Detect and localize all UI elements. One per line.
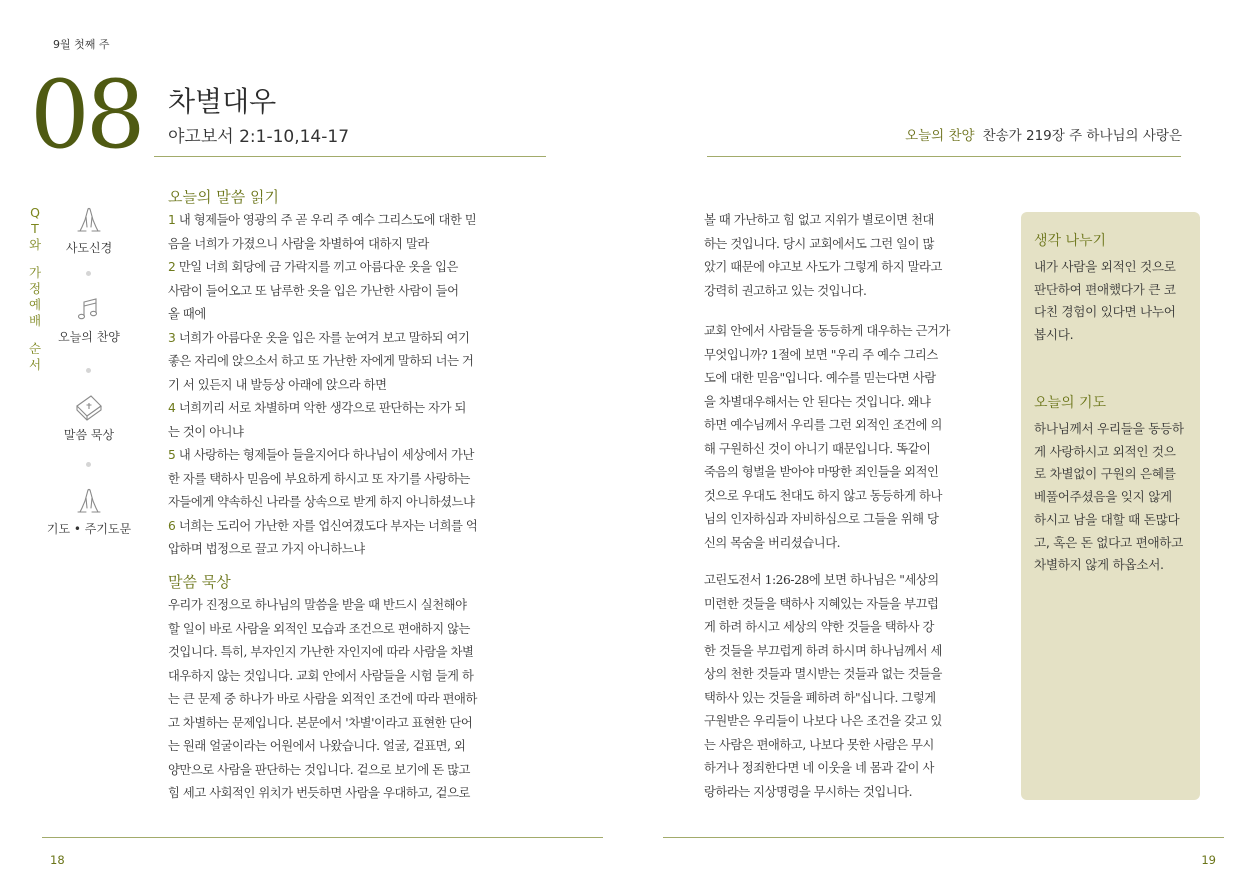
order-label-creed: 사도신경 xyxy=(65,241,113,255)
verse-line: 는 것이 아니냐 xyxy=(168,424,244,439)
verse-line: 1 내 형제들아 영광의 주 곧 우리 주 예수 그리스도에 대한 믿 xyxy=(168,213,477,227)
verse-line: 5 내 사랑하는 형제들아 들을지어다 하나님이 세상에서 가난 xyxy=(168,448,474,462)
meditation-text-right-p3: 고린도전서 1:26-28에 보면 하나님은 "세상의 미련한 것들을 택하사 지혜있는 자들을 부끄럽 게 하려 하시고 세상의 약한 것들을 택하사 강 한 것들을 부끄럽게 하려 하시며 하나님께서 세 상의 천한 것들과 멸시받는 것들과 없는 것들을 택하사 있는 것들을 폐하려 하"십니다. 그렇게 구원받은 우리들이 나보다 나은 조건을 갖고 있 는 사람은 편애하고, 나보다 못한 사람은 무시 하거나 정죄한다면 네 이웃을 네 몸과 같이 사 랑하라는 지상명령을 무시하는 것입니다. xyxy=(704,573,942,799)
verse-line: 자들에게 약속하신 나라를 상속으로 받게 하지 아니하셨느냐 xyxy=(168,495,475,509)
order-item-meditation xyxy=(44,392,134,443)
verse-line: 좋은 자리에 앉으소서 하고 또 가난한 자에게 말하되 너는 거 xyxy=(168,354,474,368)
week-label: 9월 첫째 주 xyxy=(53,38,110,51)
praying-hands-icon xyxy=(74,486,104,516)
music-note-icon xyxy=(74,296,104,324)
verse-line: 2 만일 너희 회당에 금 가락지를 끼고 아름다운 옷을 입은 xyxy=(168,260,458,274)
verse-line: 4 너희끼리 서로 차별하며 악한 생각으로 판단하는 자가 되 xyxy=(168,401,466,415)
prayer-heading: 오늘의 기도 xyxy=(1034,395,1107,411)
verse-line: 사람이 들어오고 또 남루한 옷을 입은 가난한 사람이 들어 xyxy=(168,283,459,298)
meditation-heading: 말씀 묵상 xyxy=(168,573,231,591)
order-separator xyxy=(86,462,91,467)
meditation-text-right-p1: 볼 때 가난하고 힘 없고 지위가 별로이면 천대 하는 것입니다. 당시 교회에서도 그런 일이 많 았기 때문에 야고보 사도가 그렇게 하지 말라고 강력히 권고하고 있는 것입니다. xyxy=(704,213,942,298)
order-label-prayer: 기도 • 주기도문 xyxy=(46,522,132,536)
order-separator xyxy=(86,271,91,276)
page-number-right: 19 xyxy=(1201,853,1216,867)
verse-line: 음을 너희가 가졌으니 사람을 차별하여 대하지 말라 xyxy=(168,236,429,251)
bible-book-icon xyxy=(73,392,105,422)
scripture-text xyxy=(168,209,477,562)
page-number-left: 18 xyxy=(50,853,65,867)
verse-line: 한 자를 택하사 믿음에 부요하게 하시고 또 자기를 사랑하는 xyxy=(168,471,470,486)
order-label-meditation: 말씀 묵상 xyxy=(63,428,115,442)
footer-rule-right xyxy=(663,837,1224,838)
scripture-reference: 야고보서 2:1-10,14-17 xyxy=(168,127,350,147)
praying-hands-icon xyxy=(74,205,104,235)
qt-worship-order-label: Q T 와 가 정 예 배 순 서 xyxy=(28,205,42,372)
meditation-text-left: 우리가 진정으로 하나님의 말씀을 받을 때 반드시 실천해야 할 일이 바로 사람을 외적인 모습과 조건으로 편애하지 않는 것입니다. 특히, 부자인지 가난한 자인지에 따라 사람을 차별 대우하지 않는 것입니다. 교회 안에서 사람들을 시험 들게 하 는 큰 문제 중 하나가 바로 사람을 외적인 조건에 따라 편애하 고 차별하는 문제입니다. 본문에서 '차별'이라고 표현한 단어 는 원래 얼굴이라는 어원에서 나왔습니다. 얼굴, 겉표면, 외 양만으로 사람을 판단하는 것입니다. 겉으로 보기에 돈 많고 힘 세고 사회적인 위치가 번듯하면 사람을 우대하고, 겉으로 xyxy=(168,598,477,800)
todays-hymn xyxy=(905,124,1182,144)
page-title: 차별대우 xyxy=(168,85,277,118)
order-separator xyxy=(86,368,91,373)
verse-line: 기 서 있든지 내 발등상 아래에 앉으라 하면 xyxy=(168,377,387,392)
meditation-text-right-p2: 교회 안에서 사람들을 동등하게 대우하는 근거가 무엇입니까? 1절에 보면 "우리 주 예수 그리스 도에 대한 믿음"입니다. 예수를 믿는다면 사람 을 차별대우해서는 안 된다는 것입니다. 왜냐 하면 예수님께서 우리를 그런 외적인 조건에 의 해 구원하신 것이 아니기 때문입니다. 똑같이 죽음의 형벌을 받아야 마땅한 죄인들을 외적인 것으로 우대도 천대도 하지 않고 동등하게 하나 님의 인자하심과 자비하심으로 그들을 위해 당 신의 목숨을 버리셨습니다. xyxy=(704,324,950,550)
hymn-text: 찬송가 219장 주 하나님의 사랑은 xyxy=(982,128,1182,144)
hymn-label: 오늘의 찬양 xyxy=(905,128,975,144)
prayer-text: 하나님께서 우리들을 동등하 게 사랑하시고 외적인 것으 로 차별없이 구원의 은혜를 베풀어주셨음을 잊지 않게 하시고 남을 대할 때 돈많다 고, 혹은 돈 없다고 편애하고 차별하지 않게 하옵소서. xyxy=(1034,421,1184,573)
header-rule-right xyxy=(707,156,1181,157)
verse-line: 3 너희가 아름다운 옷을 입은 자를 눈여겨 보고 말하되 여기 xyxy=(168,330,470,345)
footer-rule-left xyxy=(42,837,603,838)
order-item-hymn xyxy=(44,296,134,345)
order-item-creed xyxy=(44,205,134,256)
verse-line: 올 때에 xyxy=(168,307,206,321)
day-number: 08 xyxy=(30,61,142,170)
reading-heading: 오늘의 말씀 읽기 xyxy=(168,188,279,206)
header-rule-left xyxy=(154,156,546,157)
sidebar-box xyxy=(1021,212,1200,800)
verse-line: 6 너희는 도리어 가난한 자를 업신여겼도다 부자는 너희를 억 xyxy=(168,518,478,533)
share-text: 내가 사람을 외적인 것으로 판단하여 편애했다가 큰 코 다친 경험이 있다면 나누어 봅시다. xyxy=(1034,259,1176,343)
verse-line: 압하며 법정으로 끌고 가지 아니하느냐 xyxy=(168,542,365,556)
order-item-prayer xyxy=(44,486,134,537)
order-label-hymn: 오늘의 찬양 xyxy=(58,330,120,344)
share-heading: 생각 나누기 xyxy=(1034,233,1107,249)
